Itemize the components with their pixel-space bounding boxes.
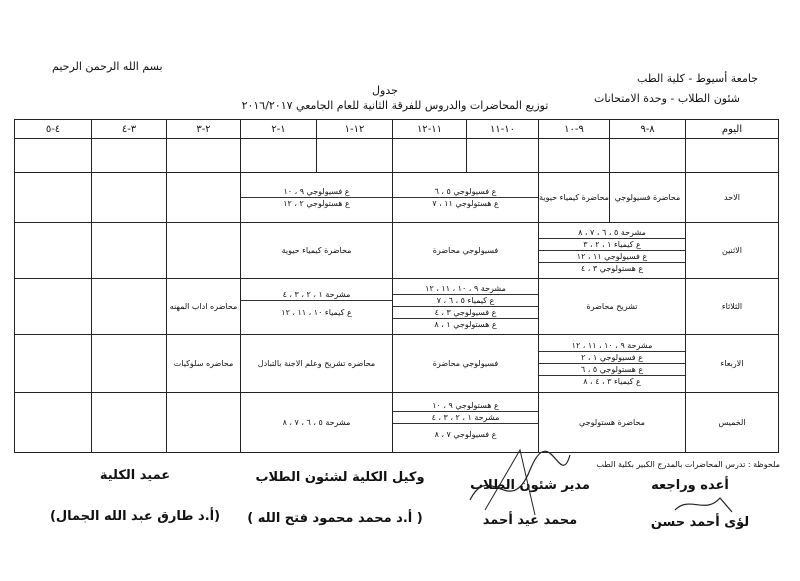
day-wednesday: الاربعاء — [686, 335, 779, 393]
col-day: اليوم — [686, 120, 779, 139]
col-3-4: ٣-٤ — [92, 120, 167, 139]
list-item: ع هستولوجي ٢ ، ١٢ — [283, 199, 350, 208]
col-8-9: ٨-٩ — [610, 120, 686, 139]
department-name: شئون الطلاب - وحدة الامتحانات — [593, 92, 740, 105]
manager-title: مدير شئون الطلاب — [470, 478, 590, 493]
list-item: مشرحة ١ ، ٢ ، ٣ ، ٤ — [241, 289, 392, 301]
list-item: ع فسيولوجي ٩ ، ١٠ — [241, 186, 392, 198]
cell-mon-8-10 — [539, 223, 686, 279]
cell-thu-12-2: مشرحة ٥ ، ٦ ، ٧ ، ٨ — [241, 393, 393, 453]
cell-mon-12-2: محاضرة كيمياء حيوية — [241, 223, 393, 279]
dean-title: عميد الكلية — [99, 468, 171, 483]
cell-tue-8-10: تشريح محاضرة — [539, 279, 686, 335]
day-monday: الاثنين — [686, 223, 779, 279]
col-10-11: ١٠-١١ — [467, 120, 539, 139]
vice-dean-name: ( أ.د محمد محمود فتح الله ) — [247, 511, 423, 526]
prepared-by-name: لؤى أحمد حسن — [650, 515, 750, 530]
row-sunday — [15, 173, 779, 223]
list-item: ع هستولوجي ١١ ، ٧ — [432, 199, 499, 208]
cell-wed-8-10 — [539, 335, 686, 393]
list-item: مشرحة ٩ ، ١٠ ، ١١ ، ١٢ — [539, 340, 685, 352]
list-item: ع فسيولوجي ٧ ، ٨ — [434, 429, 497, 439]
cell-sun-10-12 — [393, 173, 539, 223]
cell-sun-9-10: محاضرة كيمياء حيوية — [539, 173, 610, 223]
list-item: ع كيمياء ٥ ، ٦ ، ٧ — [393, 295, 538, 307]
list-item: ع هستولوجي ١ ، ٨ — [434, 320, 497, 329]
university-name: جامعة أسيوط - كلية الطب — [637, 72, 758, 85]
cell-tue-10-12 — [393, 279, 539, 335]
prepared-by-title: أعده وراجعه — [651, 478, 729, 493]
list-item: مشرحة ٩ ، ١٠ ، ١١ ، ١٢ — [393, 283, 538, 295]
document-title: توزيع المحاضرات والدروس للفرقة الثانية للعام الجامعي ٢٠١٦/٢٠١٧ — [241, 99, 549, 112]
list-item: ع كيمياء ٣ ، ٤ ، ٨ — [583, 377, 641, 386]
day-sunday: الاحد — [686, 173, 779, 223]
list-item: ع كيمياء ١ ، ٢ ، ٣ — [539, 239, 685, 251]
day-thursday: الخميس — [686, 393, 779, 453]
col-4-5: ٤-٥ — [15, 120, 92, 139]
list-item: ع هستولوجي ٥ ، ٦ — [539, 364, 685, 376]
dean-name: (أ.د طارق عبد الله الجمال) — [49, 509, 221, 524]
day-tuesday: الثلاثاء — [686, 279, 779, 335]
col-2-3: ٢-٣ — [167, 120, 241, 139]
col-12-1: ١٢-١ — [317, 120, 393, 139]
list-item: ع هستولوجي ٩ ، ١٠ — [393, 400, 538, 412]
list-item: مشرحة ٥ ، ٦ ، ٧ ، ٨ — [539, 227, 685, 239]
cell-tue-2-3: محاضره اداب المهنه — [167, 279, 241, 335]
cell-wed-2-3: محاضره سلوكيات — [167, 335, 241, 393]
row-monday — [15, 223, 779, 279]
footnote: ملحوظة : تدرس المحاضرات بالمدرج الكبير بكلية الطب — [596, 460, 780, 469]
header-row — [15, 120, 779, 139]
col-1-2: ١-٢ — [241, 120, 317, 139]
document-label: جدول — [372, 84, 398, 97]
cell-tue-12-2 — [241, 279, 393, 335]
cell-wed-12-2: محاضره تشريح وعلم الاجنة بالتبادل — [241, 335, 393, 393]
list-item: ع فسيولوجي ٥ ، ٦ — [393, 186, 538, 198]
col-9-10: ٩-١٠ — [539, 120, 610, 139]
spacer-row — [15, 139, 779, 173]
schedule-table — [14, 119, 779, 453]
cell-sun-12-2 — [241, 173, 393, 223]
vice-dean-title: وكيل الكلية لشئون الطلاب — [255, 470, 425, 485]
list-item: مشرحة ١ ، ٢ ، ٣ ، ٤ — [393, 412, 538, 424]
list-item: ع فسيولوجي ٣ ، ٤ — [393, 307, 538, 319]
cell-mon-10-12: فسيولوجي محاضرة — [393, 223, 539, 279]
list-item: ع فسيولوجي ١١ ، ١٢ — [539, 251, 685, 263]
prepared-signature — [670, 490, 740, 520]
manager-name: محمد عيد أحمد — [482, 513, 578, 528]
row-thursday — [15, 393, 779, 453]
col-11-12: ١١-١٢ — [393, 120, 467, 139]
row-wednesday — [15, 335, 779, 393]
cell-thu-8-10: محاضرة هستولوجي — [539, 393, 686, 453]
cell-sun-8-9: محاضرة فسيولوجي — [610, 173, 686, 223]
list-item: ع فسيولوجي ١ ، ٢ — [539, 352, 685, 364]
list-item: ع هستولوجي ٣ ، ٤ — [580, 264, 644, 273]
manager-signature — [460, 440, 580, 535]
list-item: ع كيمياء ١٠ ، ١١ ، ١٢ — [281, 307, 352, 317]
cell-wed-10-12: فسيولوجي محاضرة — [393, 335, 539, 393]
basmala: بسم الله الرحمن الرحيم — [52, 60, 163, 73]
row-tuesday — [15, 279, 779, 335]
